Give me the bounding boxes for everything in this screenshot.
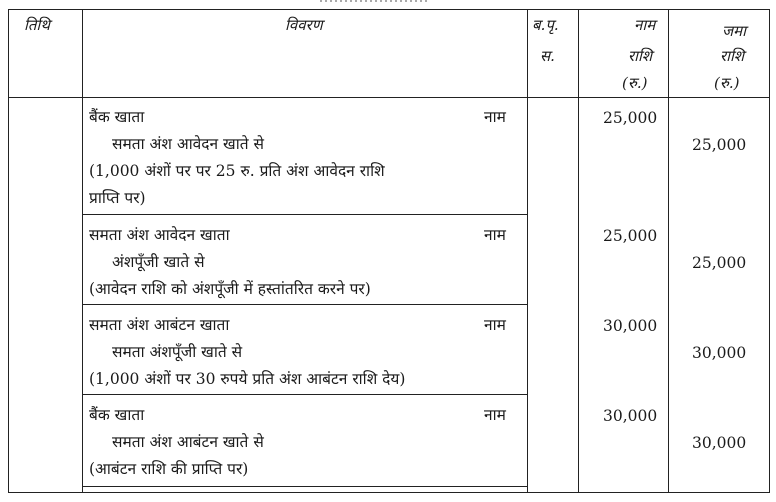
- header-debit-line3: (रु.): [622, 74, 648, 92]
- entry-narration: (आबंटन राशि की प्राप्ति पर): [89, 460, 249, 478]
- table-bottom-border: [8, 492, 770, 493]
- header-credit-line2: राशि: [720, 47, 745, 65]
- entry-debit-amount: 30,000: [603, 317, 658, 335]
- entry-dr-label: नाम: [484, 316, 506, 334]
- column-divider: [578, 9, 579, 493]
- entry-dr-label: नाम: [484, 108, 506, 126]
- entry-debit-amount: 25,000: [603, 109, 658, 127]
- column-divider: [82, 9, 83, 493]
- header-debit-line2: राशि: [628, 47, 653, 65]
- header-particulars: विवरण: [285, 16, 323, 34]
- entry-narration: (1,000 अंशों पर पर 25 रु. प्रति अंश आवेदन राशि: [89, 162, 385, 180]
- entry-separator: [82, 304, 527, 305]
- entry-dr-label: नाम: [484, 226, 506, 244]
- page-heading-fragment: [320, 0, 430, 2]
- entry-debit-account: समता अंश आवेदन खाता: [89, 226, 230, 244]
- entry-debit-amount: 25,000: [603, 227, 658, 245]
- entry-dr-label: नाम: [484, 406, 506, 424]
- entry-credit-amount: 30,000: [692, 434, 747, 452]
- header-bottom-border: [8, 97, 770, 98]
- entry-credit-account: समता अंशपूँजी खाते से: [112, 343, 243, 361]
- header-lf-line2: स.: [540, 47, 555, 65]
- entry-debit-account: बैंक खाता: [89, 406, 145, 424]
- column-divider: [668, 9, 669, 493]
- table-top-border: [8, 9, 770, 10]
- header-lf-line1: ब.पृ.: [532, 16, 559, 34]
- entry-credit-account: अंशपूँजी खाते से: [112, 253, 205, 271]
- entry-debit-account: बैंक खाता: [89, 108, 145, 126]
- column-divider: [527, 9, 528, 493]
- header-debit-line1: नाम: [634, 16, 656, 34]
- entry-credit-amount: 30,000: [692, 344, 747, 362]
- entry-separator: [82, 486, 527, 487]
- entry-separator: [82, 394, 527, 395]
- entry-narration: प्राप्ति पर): [89, 189, 146, 207]
- entry-debit-amount: 30,000: [603, 407, 658, 425]
- entry-separator: [82, 214, 527, 215]
- header-date: तिथि: [24, 16, 50, 34]
- entry-credit-amount: 25,000: [692, 136, 747, 154]
- header-credit-line3: (रु.): [714, 74, 740, 92]
- entry-narration: (1,000 अंशों पर 30 रुपये प्रति अंश आबंटन राशि देय): [89, 370, 406, 388]
- entry-debit-account: समता अंश आबंटन खाता: [89, 316, 230, 334]
- entry-credit-account: समता अंश आवेदन खाते से: [112, 135, 264, 153]
- entry-credit-account: समता अंश आबंटन खाते से: [112, 433, 264, 451]
- entry-narration: (आवेदन राशि को अंशपूँजी में हस्तांतरित करने पर): [89, 280, 371, 298]
- entry-credit-amount: 25,000: [692, 254, 747, 272]
- header-credit-line1: जमा: [722, 22, 746, 40]
- table-left-border: [8, 9, 9, 493]
- table-right-border: [769, 9, 770, 493]
